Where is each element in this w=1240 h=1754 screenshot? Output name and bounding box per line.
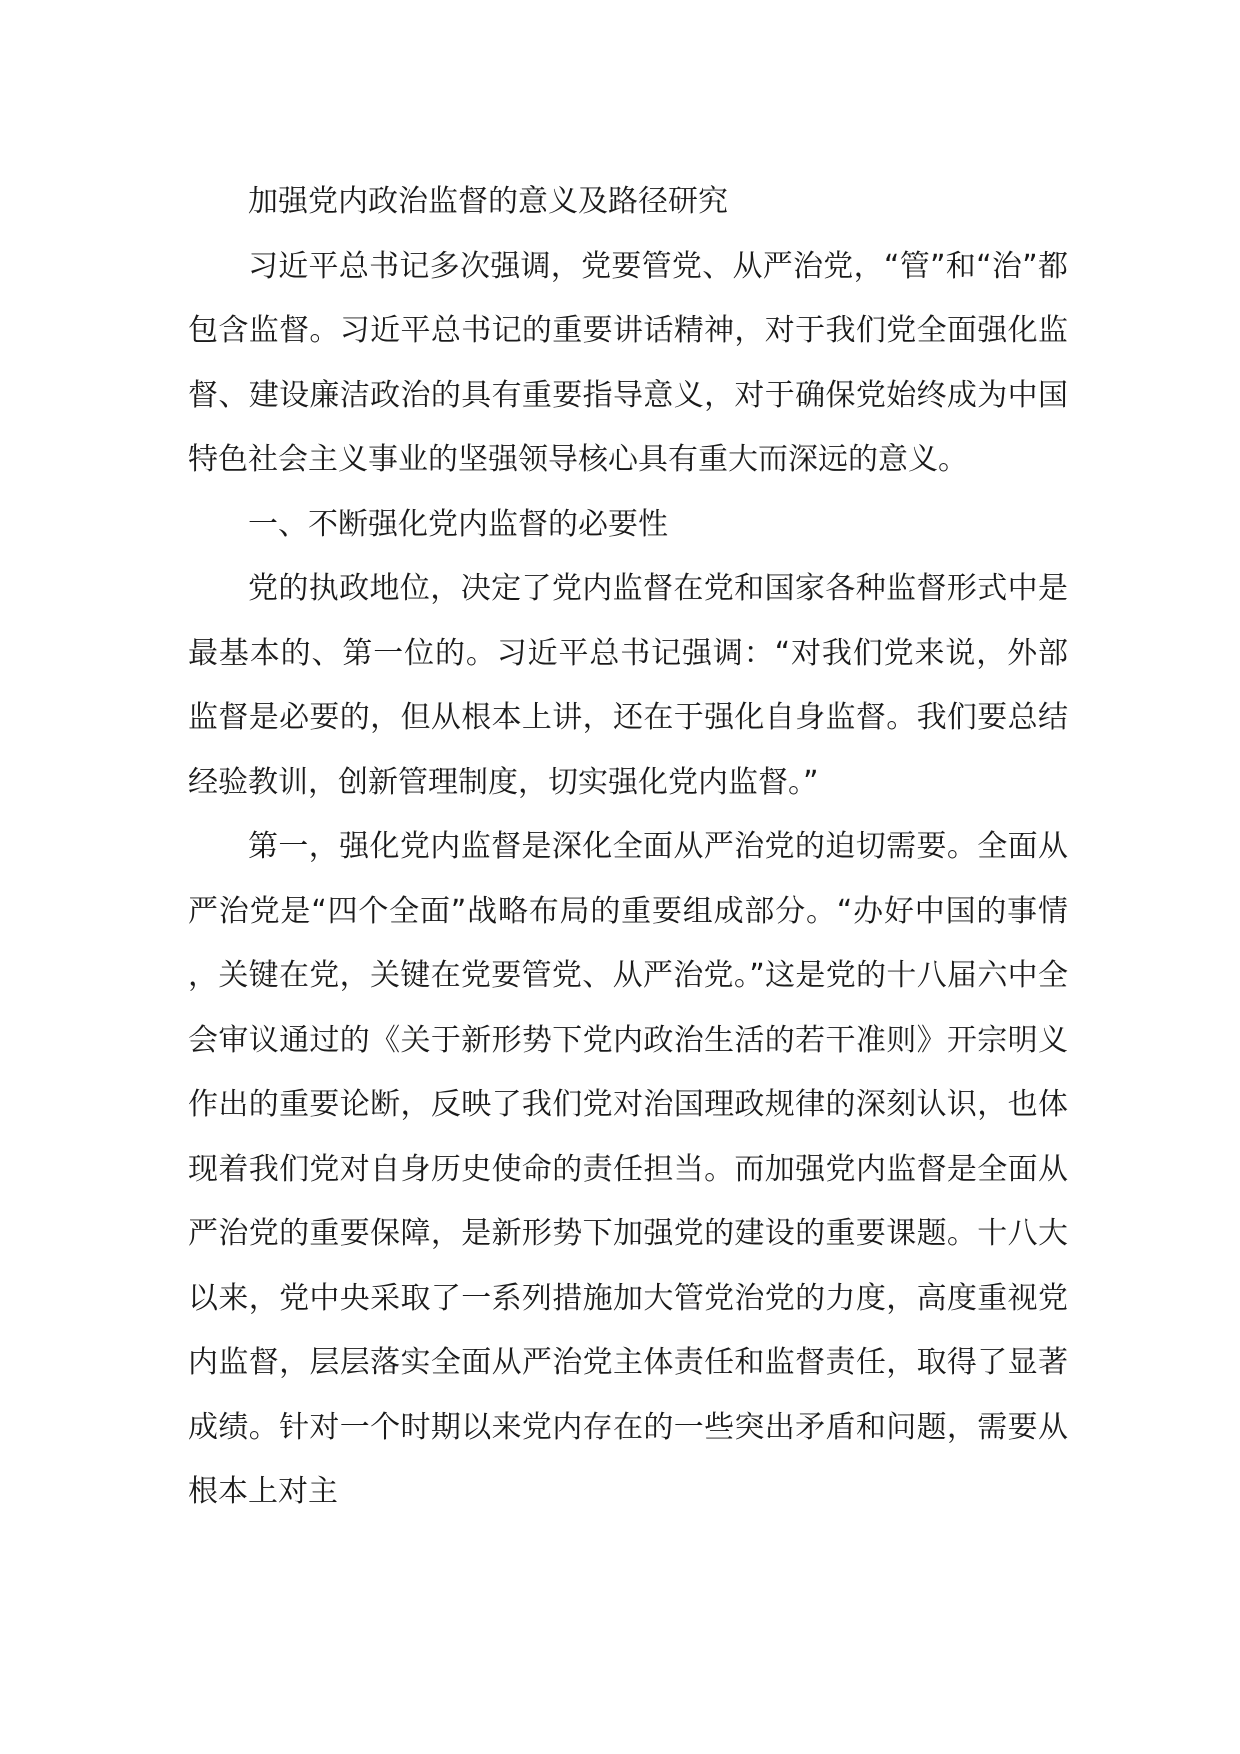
- section-heading-1: 一、不断强化党内监督的必要性: [248, 506, 668, 542]
- paragraph-first-point: 第一，强化党内监督是深化全面从严治党的迫切需要。全面从严治党是“四个全面”战略布局的重要组成部分。“办好中国的事情，关键在党，关键在党要管党、从严治党。”这是党的十八届六中全会审议通过的《关于新形势下党内政治生活的若干准则》开宗明义作出的重要论断，反映了我们党对治国理政规律的深刻认识，也体现着我们党对自身历史使命的责任担当。而加强党内监督是全面从严治党的重要保障，是新形势下加强党的建设的重要课题。十八大以来，党中央采取了一系列措施加大管党治党的力度，高度重视党内监督，层层落实全面从严治党主体责任和监督责任，取得了显著成绩。针对一个时期以来党内存在的一些突出矛盾和问题，需要从根本上对主: [188, 829, 1068, 1509]
- paragraph-necessity: 党的执政地位，决定了党内监督在党和国家各种监督形式中是最基本的、第一位的。习近平总书记强调：“对我们党来说，外部监督是必要的，但从根本上讲，还在于强化自身监督。我们要总结经验教训，创新管理制度，切实强化党内监督。”: [188, 571, 1068, 800]
- document-title: 加强党内政治监督的意义及路径研究: [248, 184, 728, 219]
- document-body: [188, 170, 1068, 1525]
- paragraph-intro: 习近平总书记多次强调，党要管党、从严治党，“管”和“治”都包含监督。习近平总书记的重要讲话精神，对于我们党全面强化监督、建设廉洁政治的具有重要指导意义，对于确保党始终成为中国特色社会主义事业的坚强领导核心具有重大而深远的意义。: [188, 248, 1068, 477]
